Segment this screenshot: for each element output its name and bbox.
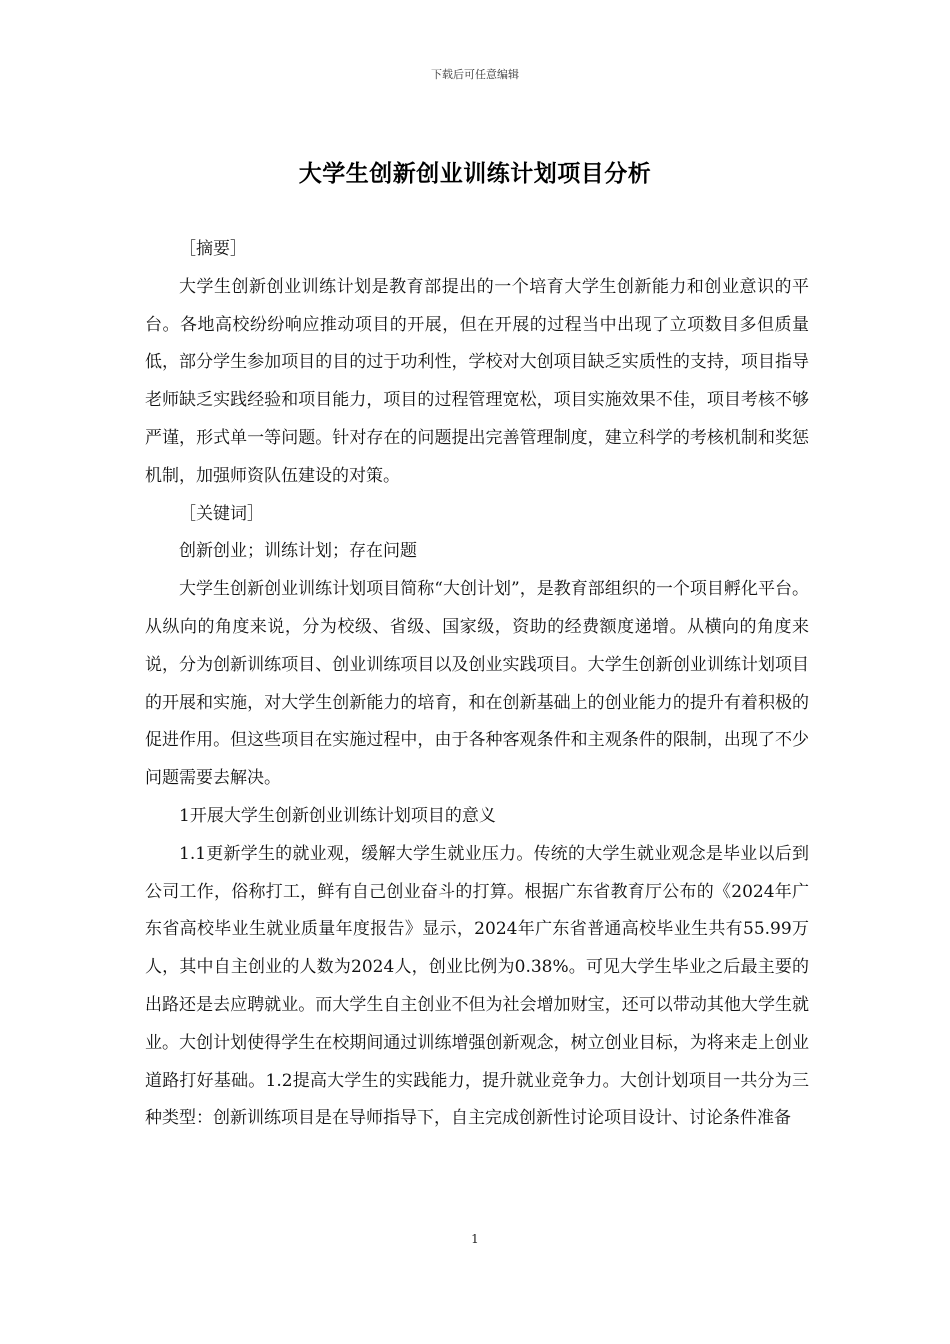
document-title: 大学生创新创业训练计划项目分析 <box>298 161 652 187</box>
keywords-label: ［关键词］ <box>179 503 264 524</box>
abstract-paragraph: 大学生创新创业训练计划是教育部提出的一个培育大学生创新能力和创业意识的平台。各地高校纷纷响应推动项目的开展，但在开展的过程当中出现了立项数目多但质量低，部分学生参加项目的目的过于功利性，学校对大创项目缺乏实质性的支持，项目指导老师缺乏实践经验和项目能力，项目的过程管理宽松，项目实施效果不佳，项目考核不够严谨，形式单一等问题。针对存在的问题提出完善管理制度，建立科学的考核机制和奖惩机制，加强师资队伍建设的对策。 <box>145 276 809 486</box>
keywords-paragraph: 创新创业；训练计划；存在问题 <box>179 541 417 562</box>
page-number: 1 <box>471 1232 479 1246</box>
intro-paragraph: 大学生创新创业训练计划项目简称“大创计划”，是教育部组织的一个项目孵化平台。从纵向的角度来说，分为校级、省级、国家级，资助的经费额度递增。从横向的角度来说，分为创新训练项目、创业训练项目以及创业实践项目。大学生创新创业训练计划项目的开展和实施，对大学生创新能力的培育，和在创新基础上的创业能力的提升有着积极的促进作用。但这些项目在实施过程中，由于各种客观条件和主观条件的限制，出现了不少问题需要去解决。 <box>145 579 809 789</box>
header-note: 下载后可任意编辑 <box>431 68 519 81</box>
abstract-label: ［摘要］ <box>179 239 247 259</box>
section-1-heading: 1开展大学生创新创业训练计划项目的意义 <box>179 805 496 826</box>
section-1-paragraph: 1.1更新学生的就业观，缓解大学生就业压力。传统的大学生就业观念是毕业以后到公司工作，俗称打工，鲜有自己创业奋斗的打算。根据广东省教育厅公布的《2024年广东省高校毕业生就业质量年度报告》显示，2024年广东省普通高校毕业生共有55.99万人，其中自主创业的人数为2024人，创业比例为0.38%。可见大学生毕业之后最主要的出路还是去应聘就业。而大学生自主创业不但为社会增加财宝，还可以带动其他大学生就业。大创计划使得学生在校期间通过训练增强创新观念，树立创业目标，为将来走上创业道路打好基础。1.2提高大学生的实践能力，提升就业竞争力。大创计划项目一共分为三种类型：创新训练项目是在导师指导下，自主完成创新性讨论项目设计、讨论条件准备 <box>145 843 809 1129</box>
document-body <box>145 231 809 1138</box>
